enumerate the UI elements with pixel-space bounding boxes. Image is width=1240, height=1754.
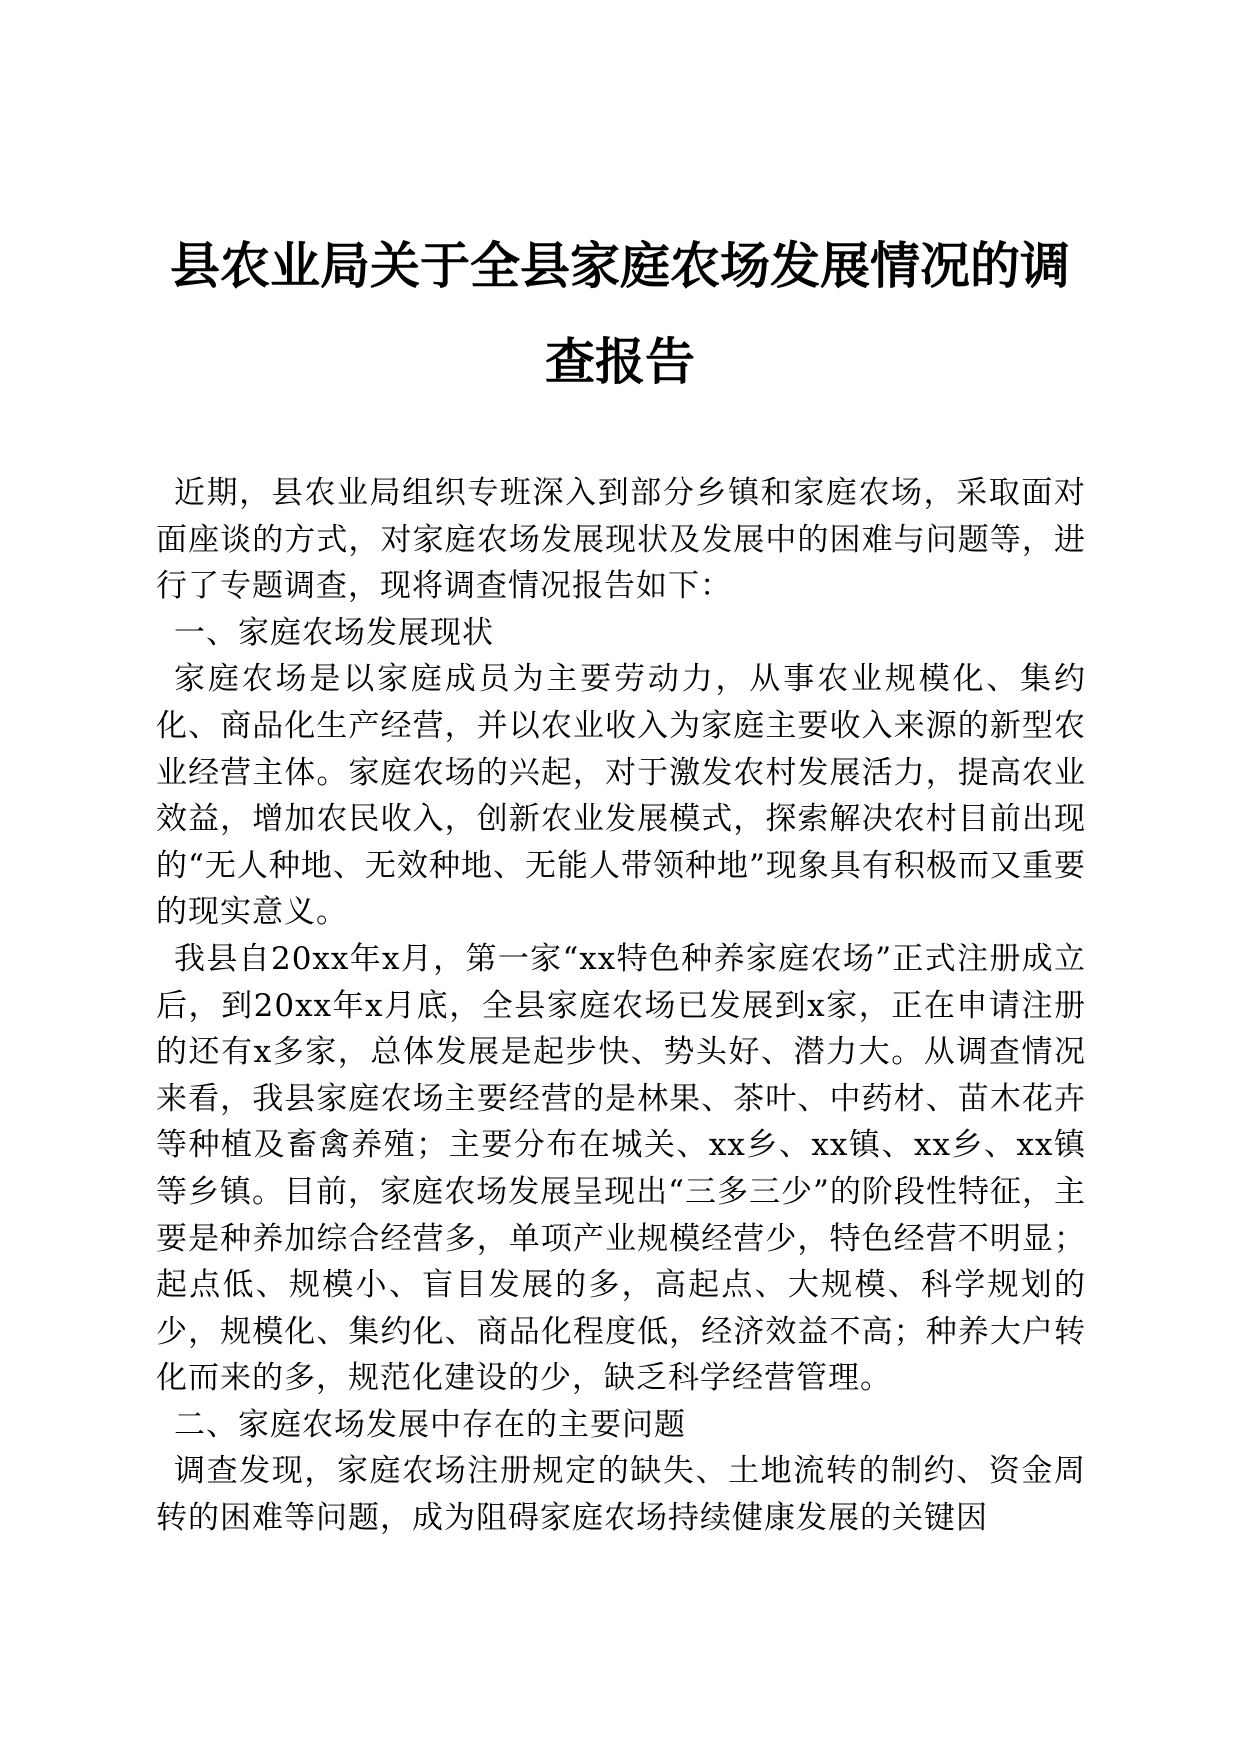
document-title: 县农业局关于全县家庭农场发展情况的调查报告 (170, 236, 1070, 391)
intro-paragraph: 近期，县农业局组织专班深入到部分乡镇和家庭农场，采取面对面座谈的方式，对家庭农场发展现状及发展中的困难与问题等，进行了专题调查，现将调查情况报告如下： (156, 475, 1086, 605)
document-body (156, 470, 1086, 1542)
section-heading-1: 一、家庭农场发展现状 (174, 614, 494, 651)
section-heading-2: 二、家庭农场发展中存在的主要问题 (174, 1406, 686, 1443)
body-paragraph: 我县自20xx年x月，第一家“xx特色种养家庭农场”正式注册成立后，到20xx年x月底，全县家庭农场已发展到x家，正在申请注册的还有x多家，总体发展是起步快、势头好、潜力大。从调查情况来看，我县家庭农场主要经营的是林果、茶叶、中药材、苗木花卉等种植及畜禽养殖；主要分布在城关、xx乡、xx镇、xx乡、xx镇等乡镇。目前，家庭农场发展呈现出“三多三少”的阶段性特征，主要是种养加综合经营多，单项产业规模经营少，特色经营不明显；起点低、规模小、盲目发展的多，高起点、大规模、科学规划的少，规模化、集约化、商品化程度低，经济效益不高；种养大户转化而来的多，规范化建设的少，缺乏科学经营管理。 (156, 940, 1086, 1397)
body-paragraph: 家庭农场是以家庭成员为主要劳动力，从事农业规模化、集约化、商品化生产经营，并以农业收入为家庭主要收入来源的新型农业经营主体。家庭农场的兴起，对于激发农村发展活力，提高农业效益，增加农民收入，创新农业发展模式，探索解决农村目前出现的“无人种地、无效种地、无能人带领种地”现象具有积极而又重要的现实意义。 (156, 661, 1086, 931)
body-paragraph: 调查发现，家庭农场注册规定的缺失、土地流转的制约、资金周转的困难等问题，成为阻碍家庭农场持续健康发展的关键因 (156, 1453, 1086, 1537)
